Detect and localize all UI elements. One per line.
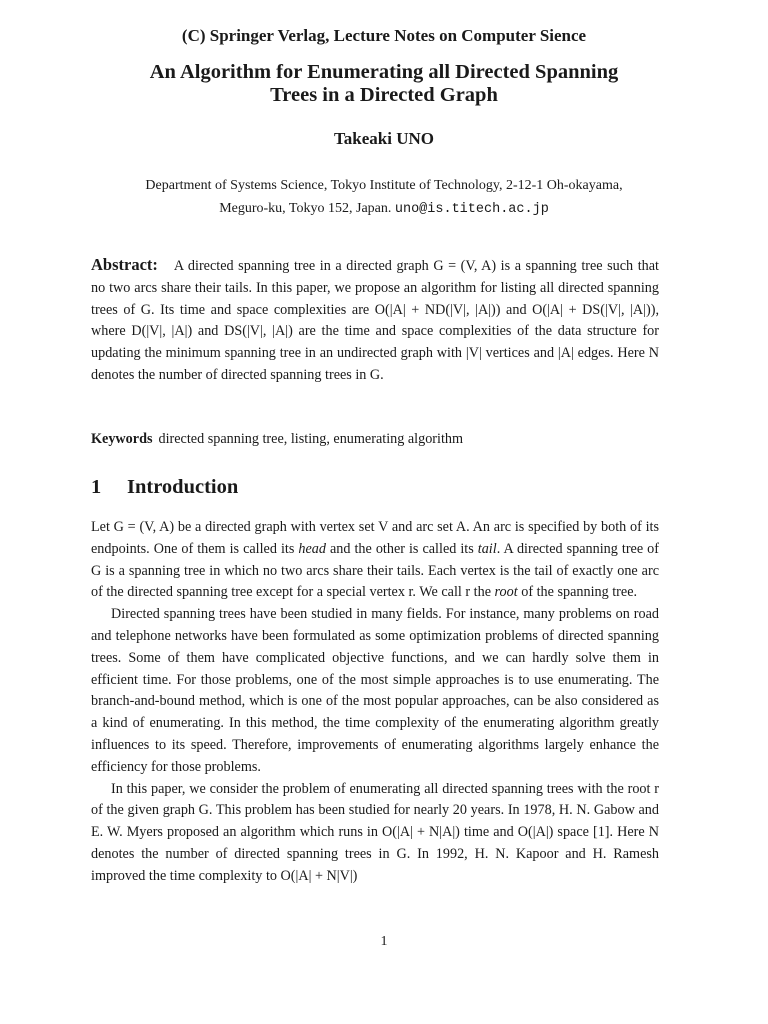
series-header: (C) Springer Verlag, Lecture Notes on Computer Sience — [181, 26, 587, 45]
keywords — [91, 429, 659, 451]
paper-title — [0, 61, 768, 107]
keywords-heading: Keywords — [91, 431, 153, 447]
paper-title-line-2: Trees in a Directed Graph — [270, 84, 498, 106]
affiliation-line-1: Department of Systems Science, Tokyo Institute of Technology, 2-12-1 Oh-okayama, — [145, 178, 623, 193]
section-number: 1 — [91, 476, 102, 498]
p1-text-d: of the spanning tree. — [517, 584, 638, 601]
section-heading — [91, 476, 238, 499]
author-name: Takeaki UNO — [334, 129, 434, 148]
p1-text-b: and the other is called its — [325, 540, 478, 557]
page-number: 1 — [380, 934, 388, 949]
body-text — [91, 517, 659, 888]
author-email: uno@is.titech.ac.jp — [394, 202, 549, 217]
paragraph-2: Directed spanning trees have been studied in many fields. For instance, many problems on road and telephone networks have been formulated as some optimization problems of directed spanning trees. Some of them have complicated objective functions, and we can hardly solve them in efficient time. For those problems, one of the most simple approaches is to use enumerating. The branch-and-bound method, which is one of the most popular approaches, can be also considered as a kind of enumerating. In this method, the time complexity of the enumerating algorithm greatly influences to its speed. Therefore, improvements of enumerating algorithms largely enhance the efficiency for those problems. — [91, 606, 659, 775]
term-head: head — [298, 540, 326, 557]
p1-text-a: Let G = (V, A) be a directed graph with vertex set V and arc set A. An arc is specified by both of its endpoints. One of them is called its — [91, 519, 659, 557]
paper-title-line-1: An Algorithm for Enumerating all Directed Spanning — [149, 61, 619, 83]
abstract-heading: Abstract: — [91, 255, 158, 274]
abstract-text: A directed spanning tree in a directed graph G = (V, A) is a spanning tree such that no two arcs share their tails. In this paper, we propose an algorithm for listing all directed spanning trees of G. Its time and space complexities are O(|A| + ND(|V|, |A|)) and O(|A| + DS(|V|, |A|)), where D(|V|, |A|) and DS(|V|, |A|) are the time and space complexities of the data structure for updating the minimum spanning tree in an undirected graph with |V| vertices and |A| edges. Here N denotes the number of directed spanning trees in G. — [91, 258, 659, 383]
paragraph-3: In this paper, we consider the problem of enumerating all directed spanning trees with the root r of the given graph G. This problem has been studied for nearly 20 years. In 1978, H. N. Gabow and E. W. Myers proposed an algorithm which runs in O(|A| + N|A|) time and O(|A|) space [1]. Here N denotes the number of directed spanning trees in G. In 1992, H. N. Kapoor and H. Ramesh improved the time complexity to O(|A| + N|V|) — [91, 780, 659, 884]
paragraph-1 — [91, 517, 659, 604]
term-root: root — [494, 584, 518, 601]
section-title: Introduction — [127, 476, 239, 498]
affiliation-address: Meguro-ku, Tokyo 152, Japan. — [219, 201, 392, 216]
affiliation — [0, 174, 768, 221]
abstract — [91, 254, 659, 387]
term-tail: tail — [477, 540, 497, 557]
keywords-text: directed spanning tree, listing, enumerating algorithm — [158, 431, 464, 447]
p1-text-c: . A directed spanning tree of G is a spanning tree in which no two arcs share their tails. Each vertex is the tail of exactly one arc of the directed spanning tree except for a special vertex r. We call r the — [91, 540, 659, 601]
affiliation-line-2 — [0, 197, 768, 221]
